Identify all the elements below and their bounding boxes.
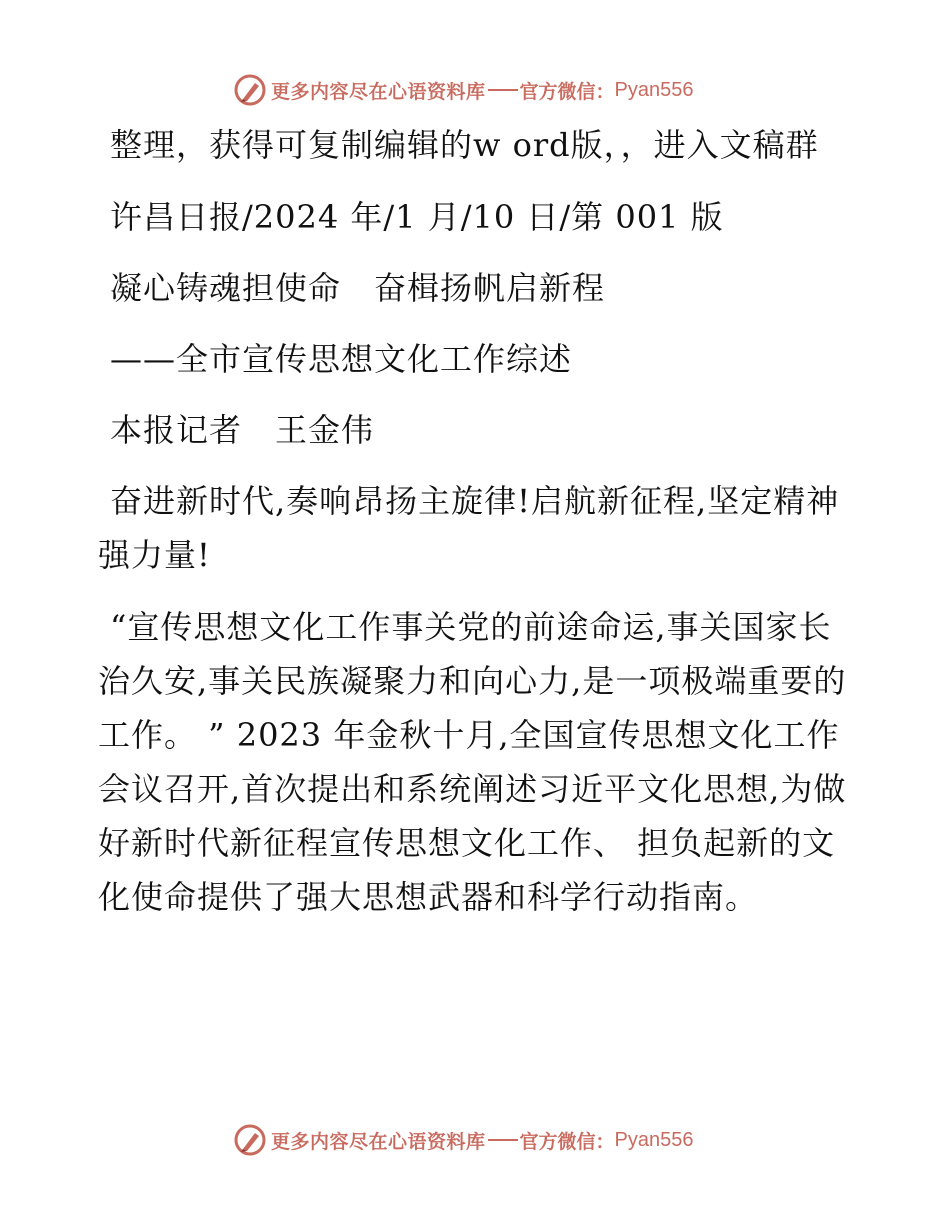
- byline: 本报记者 王金伟: [110, 411, 375, 449]
- paragraph-1: 奋进新时代,奏响昂扬主旋律!启航新征程,坚定精神强力量!: [98, 482, 840, 574]
- header-promo-text: 更多内容尽在心语资料库: [271, 80, 486, 103]
- header-dash: [488, 89, 518, 91]
- intro-note: 整理，获得可复制编辑的w ord版，，进入文稿群: [110, 126, 819, 164]
- pen-logo-icon: [233, 73, 267, 107]
- source-line: 许昌日报/2024 年/1 月/10 日/第 001 版: [110, 198, 724, 236]
- article-subtitle: ——全市宣传思想文化工作综述: [110, 340, 573, 378]
- header-wechat-label: 官方微信：: [519, 80, 615, 103]
- footer-dash: [488, 1139, 518, 1141]
- footer-banner: [233, 1122, 694, 1158]
- header-banner: [233, 72, 694, 108]
- article-title: 凝心铸魂担使命 奋楫扬帆启新程: [110, 269, 606, 307]
- footer-wechat-label: 官方微信：: [519, 1130, 615, 1153]
- footer-wechat-id: Pyan556: [614, 1128, 694, 1151]
- article-body: [98, 118, 858, 942]
- pen-logo-icon: [233, 1123, 267, 1157]
- paragraph-2: “宣传思想文化工作事关党的前途命运,事关国家长治久安,事关民族凝聚力和向心力,是一项极端重要的工作。 ” 2023 年金秋十月,全国宣传思想文化工作会议召开,首次提出和系统阐述习近平文化思想,为做好新时代新征程宣传思想文化工作、 担负起新的文化使命提供了强大思想武器和科学行动指南。: [98, 608, 847, 916]
- header-wechat-id: Pyan556: [614, 78, 694, 101]
- footer-promo-text: 更多内容尽在心语资料库: [271, 1130, 486, 1153]
